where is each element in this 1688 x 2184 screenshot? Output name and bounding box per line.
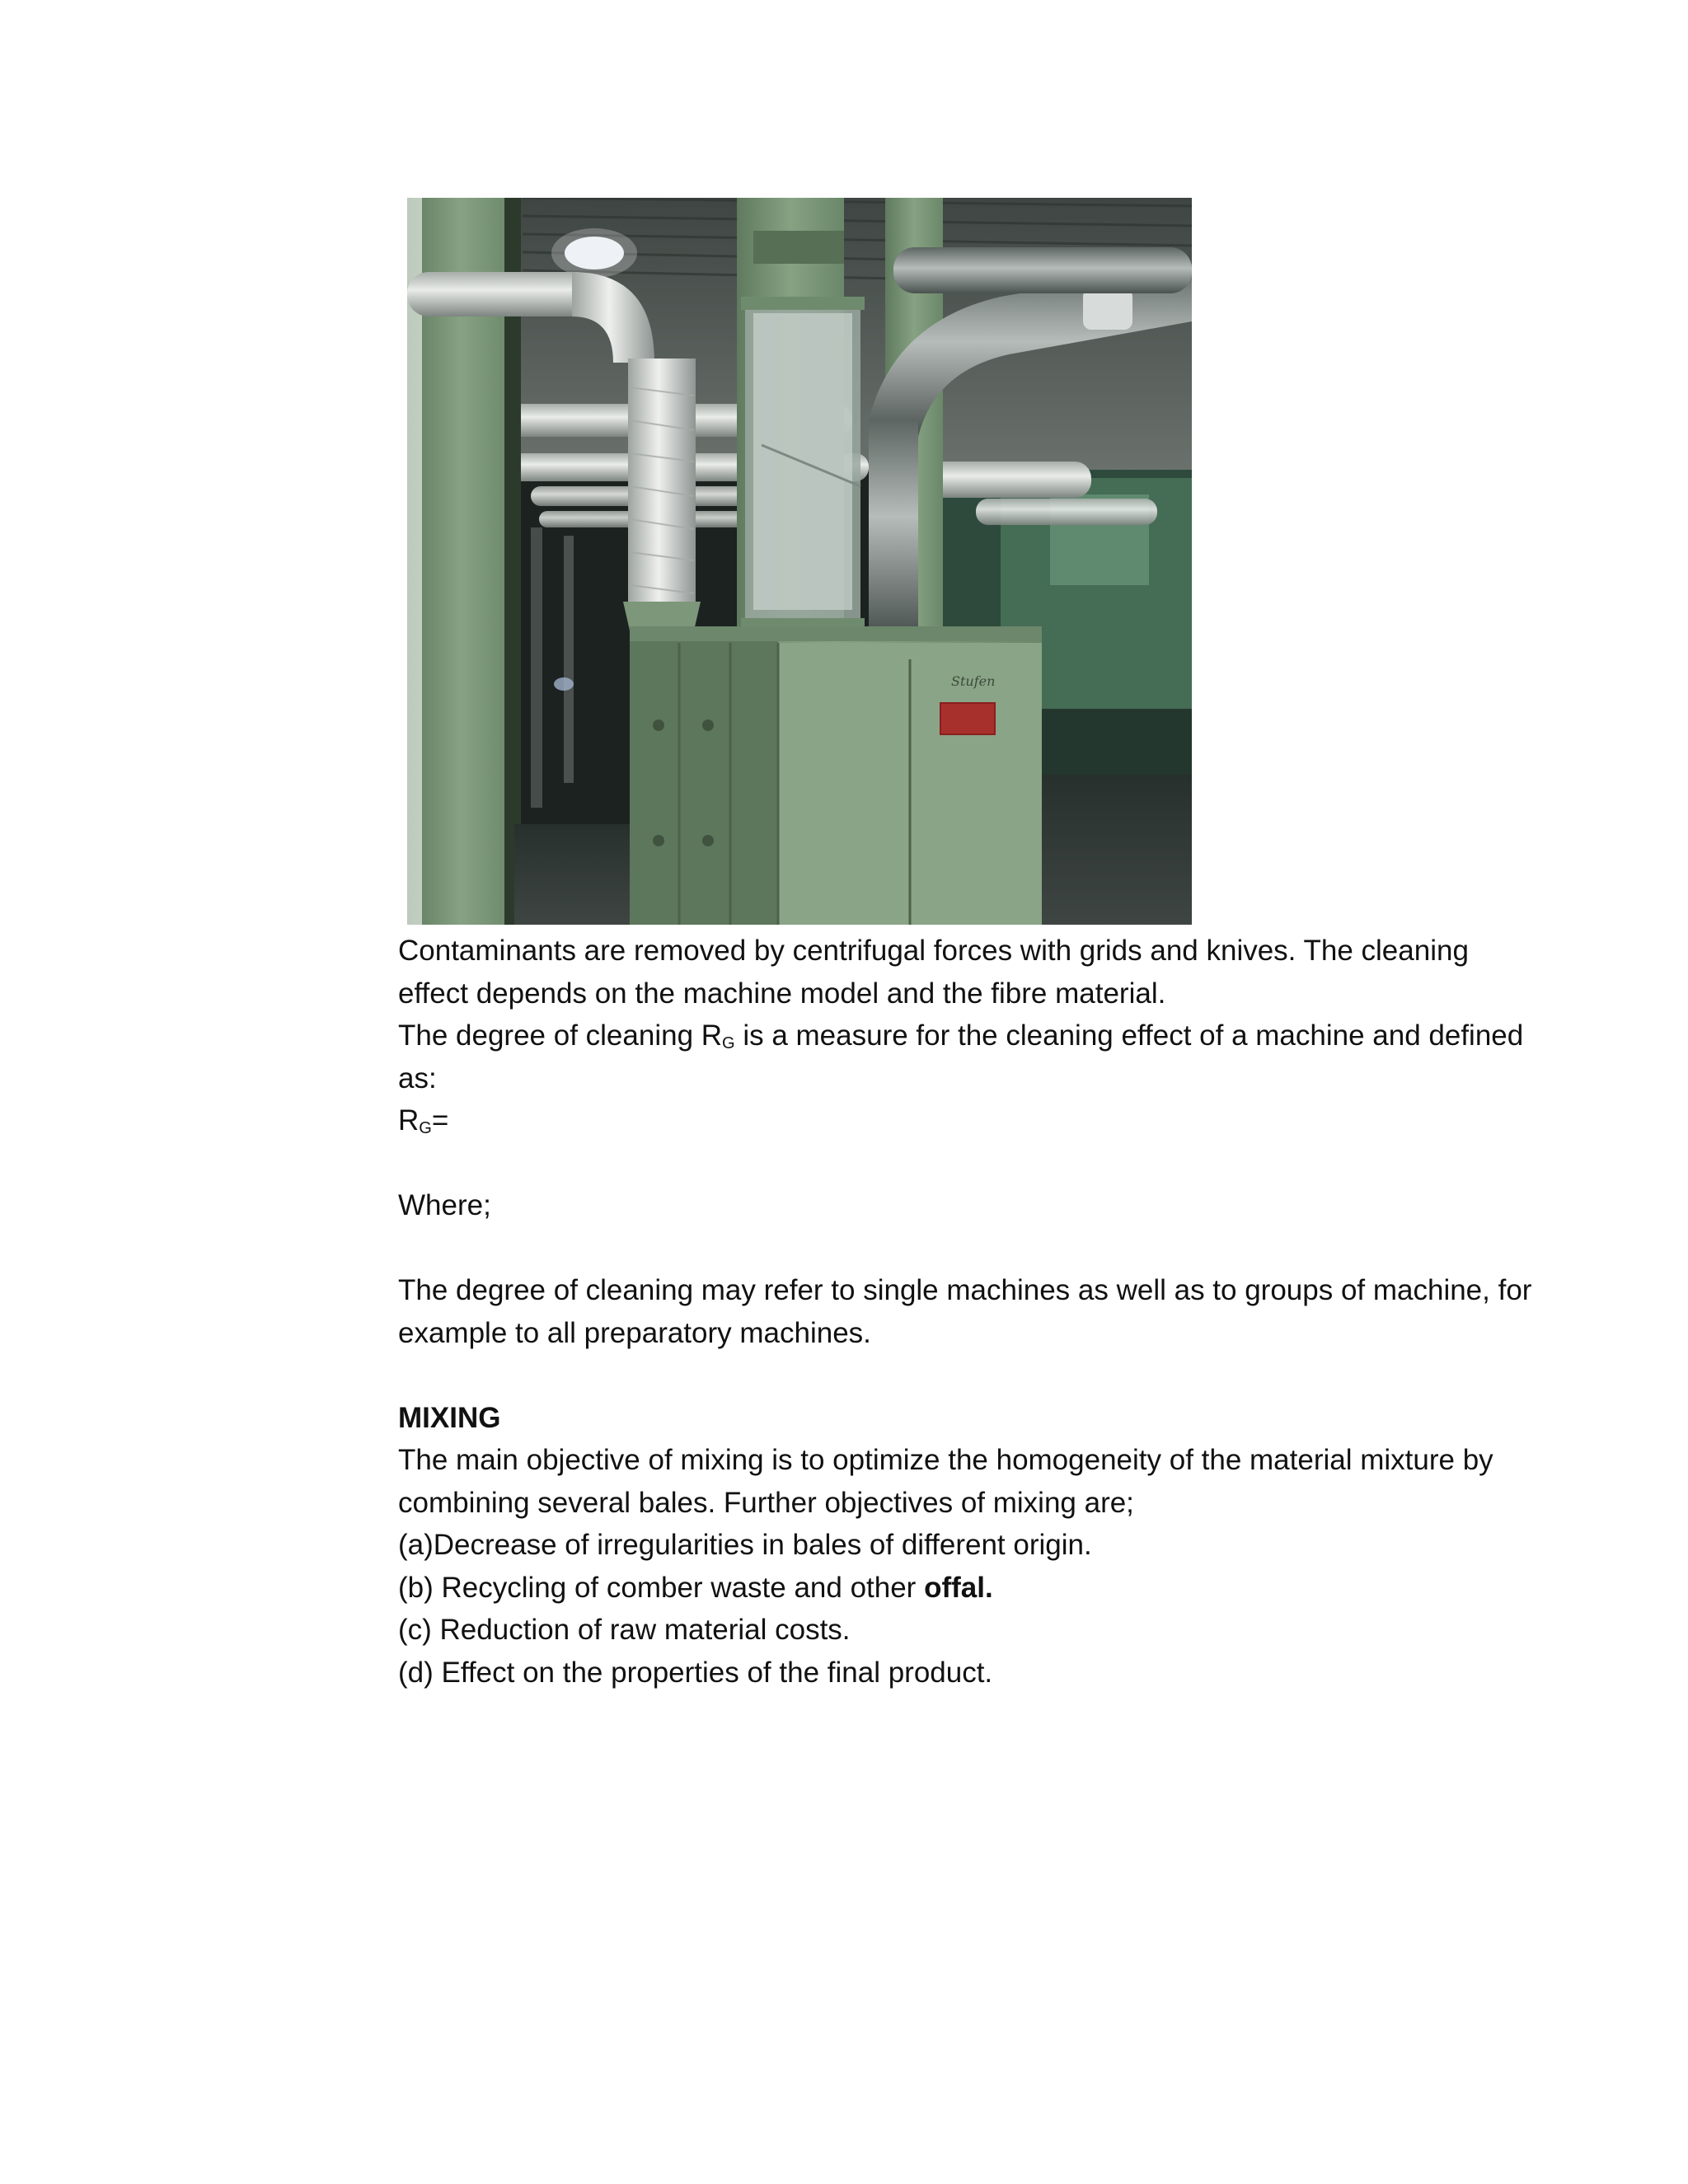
paragraph-degree-line1 (398, 1015, 1524, 1057)
paragraph-contaminants-line2: effect depends on the machine model and the fibre material. (398, 977, 1166, 1010)
degree-text-post: is a measure for the cleaning effect of a machine and defined (734, 1019, 1524, 1052)
mixing-heading: MIXING (398, 1401, 501, 1434)
paragraph-groups-line2: example to all preparatory machines. (398, 1316, 871, 1349)
paragraph-contaminants-line1: Contaminants are removed by centrifugal forces with grids and knives. The cleaning (398, 935, 1469, 967)
machine-illustration (407, 198, 1192, 925)
mixing-item-c: (c) Reduction of raw material costs. (398, 1614, 851, 1646)
paragraph-degree-line2: as: (398, 1062, 437, 1094)
spacer (398, 1142, 1494, 1185)
mixing-item-d: (d) Effect on the properties of the final product. (398, 1656, 993, 1689)
formula (398, 1099, 1494, 1142)
mixing-item-b (398, 1567, 1494, 1610)
machine-photo (407, 198, 1192, 925)
formula-equals: = (431, 1104, 449, 1137)
where-label: Where; (398, 1189, 491, 1221)
mixing-item-b-bold: offal. (924, 1571, 993, 1604)
degree-text-pre: The degree of cleaning R (398, 1019, 723, 1052)
degree-subscript: G (722, 1034, 735, 1052)
mixing-item-a: (a)Decrease of irregularities in bales of different origin. (398, 1529, 1092, 1561)
spacer (398, 1354, 1494, 1397)
spacer (398, 1227, 1494, 1270)
body-text (398, 930, 1532, 1694)
formula-symbol: R (398, 1104, 420, 1137)
mixing-item-b-text: (b) Recycling of comber waste and other (398, 1571, 925, 1604)
mixing-objective-line1: The main objective of mixing is to optimize the homogeneity of the material mixture by (398, 1444, 1493, 1476)
formula-subscript: G (419, 1119, 432, 1137)
mixing-objective-line2: combining several bales. Further objectives of mixing are; (398, 1486, 1134, 1519)
paragraph-groups-line1: The degree of cleaning may refer to single machines as well as to groups of machine, for (398, 1274, 1532, 1306)
machine-brand-label: Stufen (951, 673, 996, 689)
